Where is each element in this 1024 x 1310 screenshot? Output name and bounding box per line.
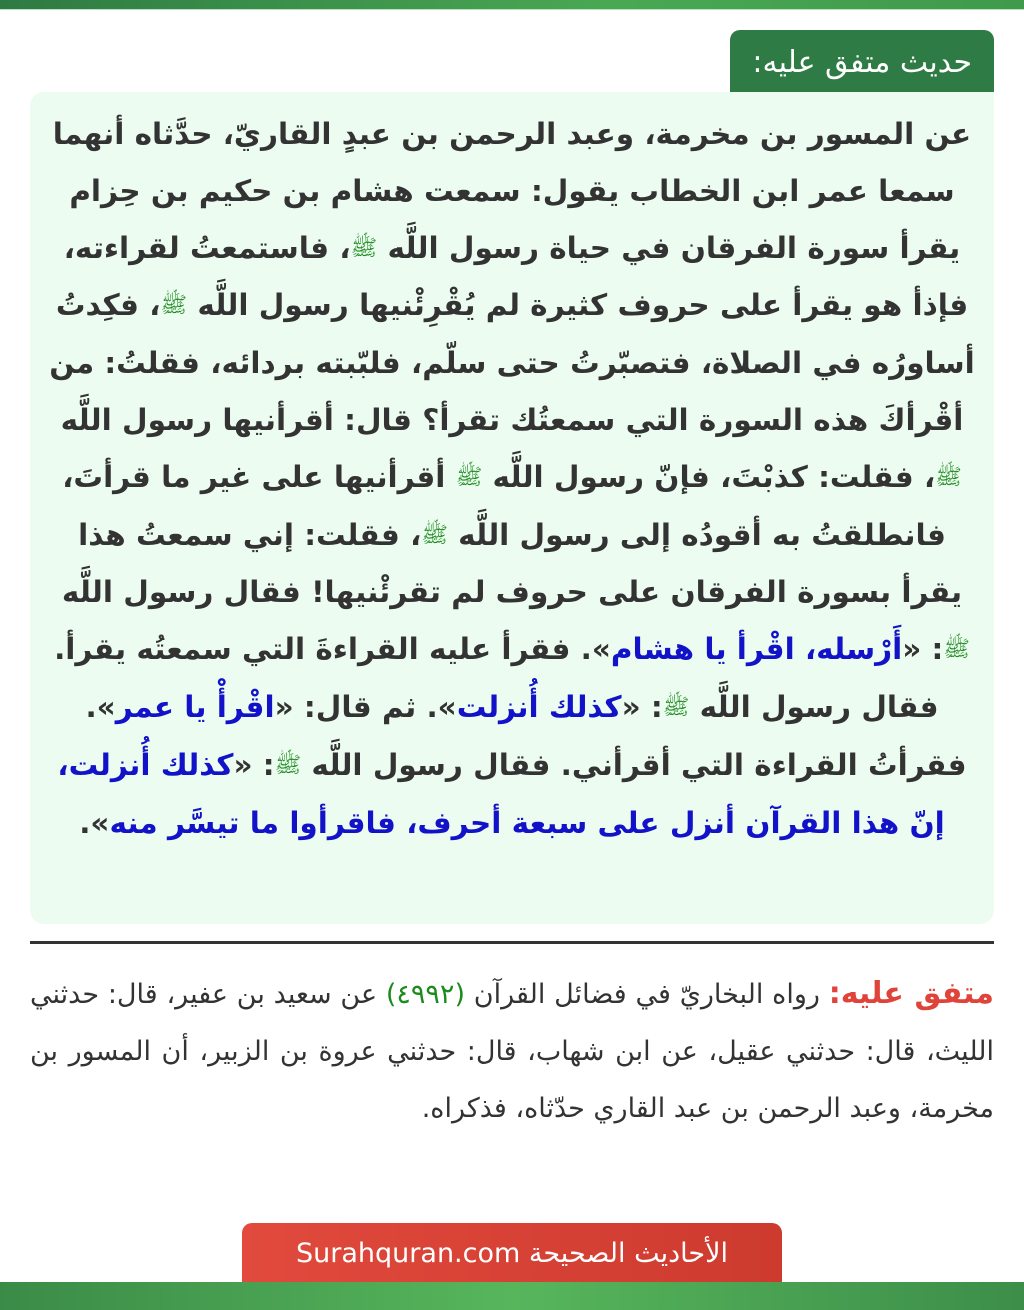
hadith-segment: ، فاستمعتُ لقراءته، فإذأ هو يقرأ على حروف كثيرة لم يُقْرِئْنيها رسول اللَّه: [63, 230, 969, 323]
section-divider: [30, 941, 994, 944]
hadith-source: [30, 965, 994, 1137]
salawat-icon: ﷺ: [160, 293, 188, 319]
hadith-segment: ». ثم قال: «: [274, 689, 457, 724]
prophet-quote: كذلك أُنزلت: [456, 689, 622, 724]
salawat-icon: ﷺ: [455, 464, 483, 490]
site-badge-label: الأحاديث الصحيحة Surahquran.com: [296, 1238, 728, 1269]
salawat-icon: ﷺ: [421, 522, 448, 548]
salawat-icon: ﷺ: [935, 464, 962, 490]
prophet-quote: اقْرأْ يا عمر: [115, 689, 275, 724]
source-text-after: عن سعيد بن عفير، قال: حدثني الليث، قال: حدثني عقيل، عن ابن شهاب، قال: حدثني عروة بن الزبير، أن المسور بن مخرمة، وعبد الرحمن بن عبد القاري حدّثاه، فذكراه.: [30, 979, 994, 1124]
source-text-before: رواه البخاريّ في فضائل القرآن: [464, 979, 829, 1010]
hadith-text: [44, 106, 980, 851]
hadith-title-tab: [730, 30, 994, 92]
hadith-segment: ». فقرأتُ القراءة التي أقرأني. فقال رسول اللَّه: [85, 689, 967, 782]
hadith-segment: ، فقلت: كذبْتَ، فإنّ رسول اللَّه: [482, 459, 936, 494]
salawat-icon: ﷺ: [350, 235, 378, 261]
hadith-segment: ، فكِدتُ أساورُه في الصلاة، فتصبّرتُ حتى سلّم، فلبّبته بردائه، فقلتُ: من أقْرأكَ هذه السورة التي سمعتُك تقرأ؟ قال: أقرأنيها رسول اللَّه: [49, 288, 975, 437]
hadith-segment: عن المسور بن مخرمة، وعبد الرحمن بن عبدٍ القاريّ، حدَّثاه أنهما سمعا عمر ابن الخطاب يقول: سمعت هشام بن حكيم بن حِزام يقرأ سورة الفرقان في حياة رسول اللَّه: [52, 117, 972, 265]
top-decorative-bar: [0, 0, 1024, 10]
salawat-icon: ﷺ: [943, 637, 970, 663]
hadith-text-box: [30, 92, 994, 924]
site-badge[interactable]: [242, 1223, 782, 1282]
prophet-quote: كذلك أُنزلت، إنّ هذا القرآن أنزل على سبعة أحرف، فاقرأوا ما تيسَّر منه: [57, 747, 945, 840]
bottom-decorative-bar: [0, 1282, 1024, 1310]
hadith-title: حديث متفق عليه:: [752, 45, 972, 80]
hadith-segment: ». فقرأ عليه القراءةَ التي سمعتُه يقرأ. فقال رسول اللَّه: [54, 632, 939, 724]
salawat-icon: ﷺ: [274, 752, 302, 778]
hadith-segment: ».: [79, 805, 110, 840]
hadith-segment: ، فقلت: إني سمعتُ هذا يقرأ بسورة الفرقان على حروف لم تقرئْنيها! فقال رسول اللَّه: [61, 517, 963, 610]
hadith-segment: : «: [902, 632, 944, 667]
prophet-quote: أَرْسله، اقْرأ يا هشام: [610, 632, 903, 667]
reference-number: (٤٩٩٢): [385, 979, 465, 1010]
hadith-segment: : «: [621, 689, 663, 724]
salawat-icon: ﷺ: [662, 694, 690, 720]
source-label: متفق عليه:: [828, 976, 994, 1011]
hadith-segment: أقرأنيها على غير ما قرأتَ، فانطلقتُ به أقودُه إلى رسول اللَّه: [62, 459, 946, 552]
hadith-segment: : «: [233, 747, 275, 782]
